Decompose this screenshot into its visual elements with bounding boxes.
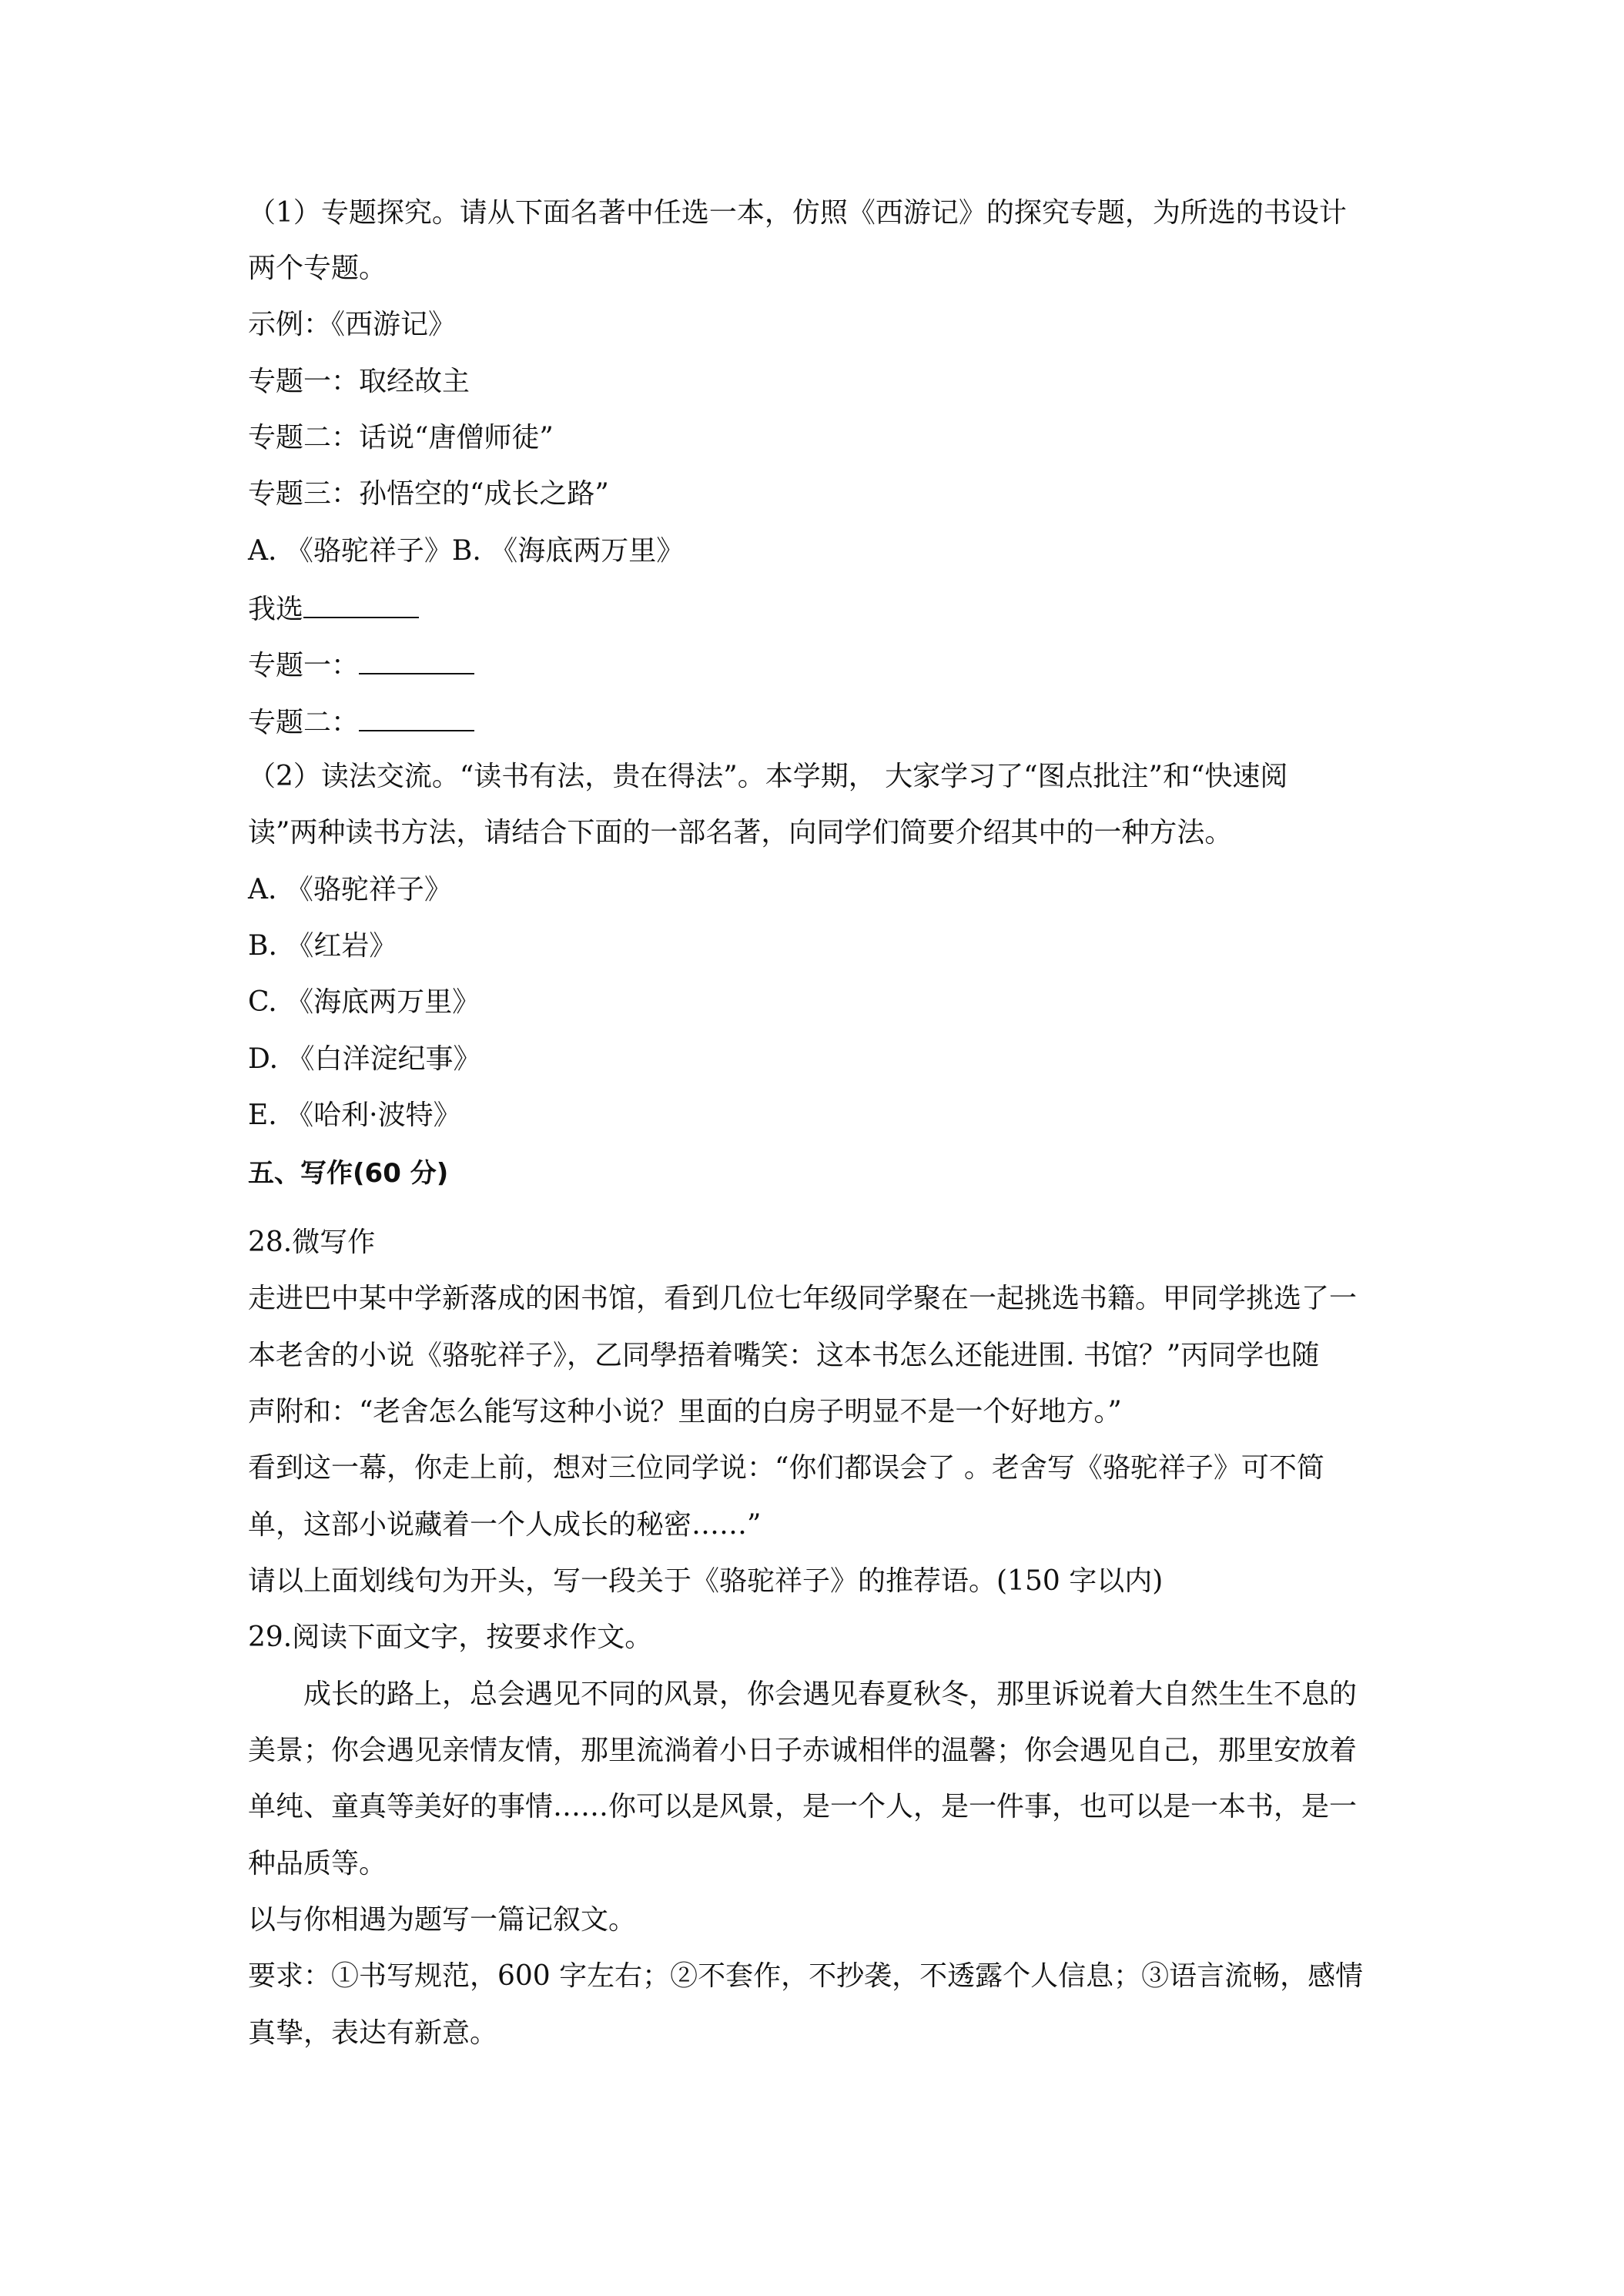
q1-topic-2: 专题二：话说“唐僧师徒” bbox=[248, 422, 554, 454]
q29-line-1: 成长的路上，总会遇见不同的风景，你会遇见春夏秋冬，那里诉说着大自然生生不息的 bbox=[303, 1678, 1358, 1710]
q1-topic1-line bbox=[248, 650, 474, 680]
q29-line-3: 单纯、童真等美好的事情……你可以是风景，是一个人，是一件事，也可以是一本书，是一 bbox=[248, 1791, 1358, 1822]
q1-example-label: 示例：《西游记》 bbox=[248, 309, 457, 340]
q1-line-1: （1）专题探究。请从下面名著中任选一本，仿照《西游记》的探究专题，为所选的书设计 bbox=[248, 197, 1347, 229]
q1-topic2-label: 专题二： bbox=[248, 707, 360, 738]
q29-line-2: 美景；你会遇见亲情友情，那里流淌着小日子赤诚相伴的温馨；你会遇见自己，那里安放着 bbox=[248, 1735, 1358, 1766]
q28-line-4: 看到这一幕，你走上前，想对三位同学说：“你们都误会了 。老舍写《骆驼祥子》可不简 bbox=[248, 1452, 1324, 1484]
q1-topic-3: 专题三：孙悟空的“成长之路” bbox=[248, 478, 609, 510]
q1-options: A. 《骆驼祥子》B. 《海底两万里》 bbox=[248, 535, 685, 567]
q29-prompt: 以与你相遇为题写一篇记叙文。 bbox=[248, 1904, 637, 1936]
q29-line-4: 种品质等。 bbox=[248, 1848, 387, 1879]
q29-title: 29.阅读下面文字，按要求作文。 bbox=[248, 1622, 653, 1653]
q2-line-2: 读”两种读书方法，请结合下面的一部名著，向同学们简要介绍其中的一种方法。 bbox=[248, 817, 1233, 848]
section5-heading: 五、写作(60 分) bbox=[248, 1158, 449, 1189]
q28-line-3: 声附和：“老舍怎么能写这种小说？里面的白房子明显不是一个好地方。” bbox=[248, 1396, 1122, 1427]
q28-line-1: 走进巴中某中学新落成的困书馆，看到几位七年级同学聚在一起挑选书籍。甲同学挑选了一 bbox=[248, 1283, 1358, 1314]
q1-choose-blank[interactable] bbox=[303, 594, 419, 618]
q2-option-b: B. 《红岩》 bbox=[248, 930, 397, 962]
q29-requirements-2: 真挚，表达有新意。 bbox=[248, 2017, 498, 2049]
q1-choose-line bbox=[248, 594, 419, 624]
q2-option-a: A. 《骆驼祥子》 bbox=[248, 874, 452, 905]
q1-topic1-label: 专题一： bbox=[248, 650, 360, 681]
q1-topic2-line bbox=[248, 707, 474, 737]
q28-line-6: 请以上面划线句为开头，写一段关于《骆驼祥子》的推荐语。(150 字以内) bbox=[248, 1565, 1164, 1597]
q28-line-5: 单，这部小说藏着一个人成长的秘密……” bbox=[248, 1509, 762, 1541]
q2-option-c: C. 《海底两万里》 bbox=[248, 986, 481, 1018]
q1-line-2: 两个专题。 bbox=[248, 253, 387, 284]
q1-topic-1: 专题一：取经故主 bbox=[248, 366, 470, 397]
q2-option-d: D. 《白洋淀纪事》 bbox=[248, 1043, 481, 1075]
q28-line-2: 本老舍的小说《骆驼祥子》，乙同學捂着嘴笑：这本书怎么还能进围. 书馆？”丙同学也随 bbox=[248, 1340, 1320, 1371]
q2-line-1: （2）读法交流。“读书有法，贵在得法”。本学期， 大家学习了“图点批注”和“快速阅 bbox=[248, 761, 1288, 792]
q1-topic1-blank[interactable] bbox=[359, 650, 474, 674]
q29-requirements-1: 要求：①书写规范，600 字左右；②不套作，不抄袭，不透露个人信息；③语言流畅，感情 bbox=[248, 1960, 1364, 1992]
q1-choose-label: 我选 bbox=[248, 594, 304, 625]
q2-option-e: E. 《哈利·波特》 bbox=[248, 1099, 461, 1131]
q28-title: 28.微写作 bbox=[248, 1227, 376, 1258]
q1-topic2-blank[interactable] bbox=[359, 707, 474, 731]
